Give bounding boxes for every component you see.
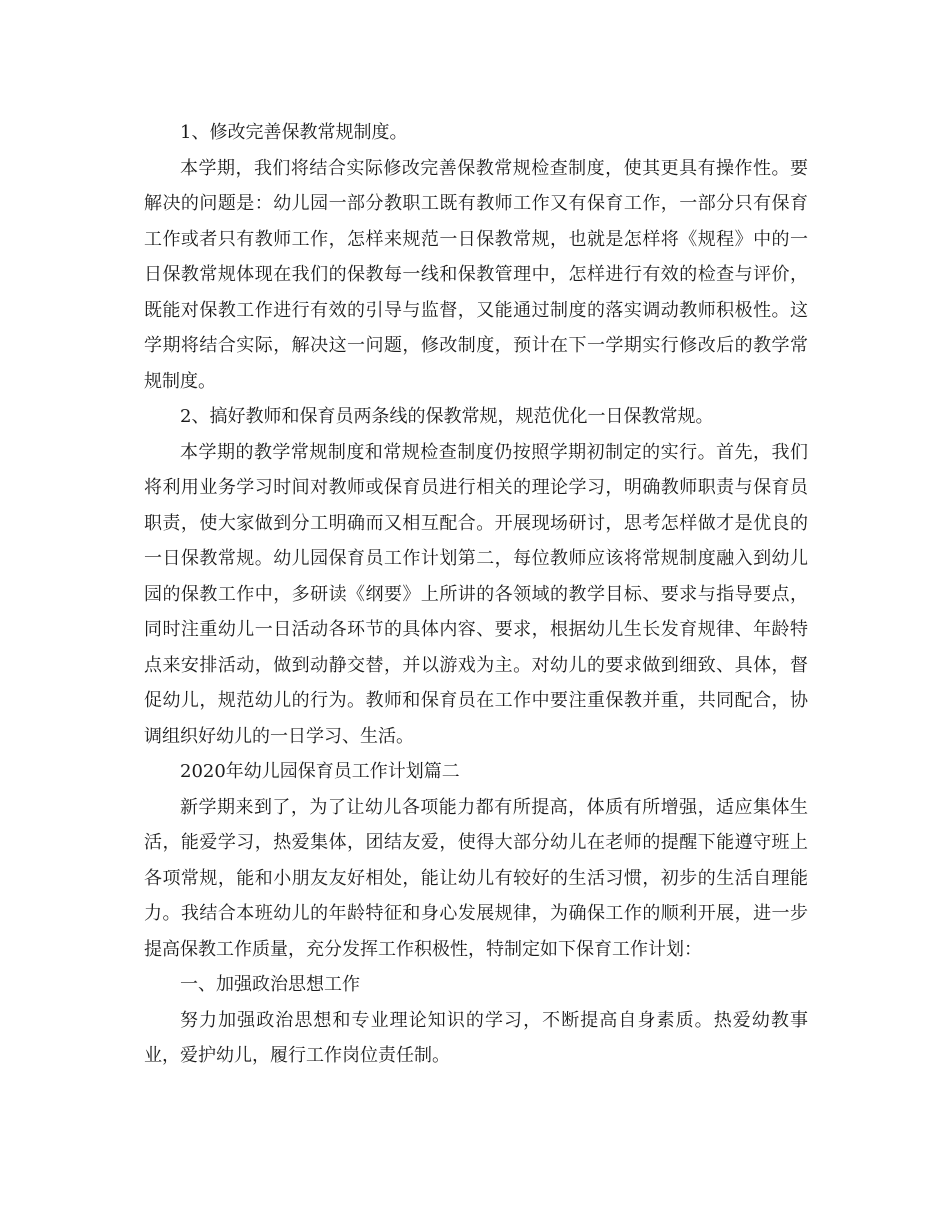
paragraph-2: 本学期，我们将结合实际修改完善保教常规检查制度，使其更具有操作性。要解决的问题是：幼儿园一部分教职工既有教师工作又有保育工作，一部分只有保育工作或者只有教师工作，怎样来规范一日保教常规，也就是怎样将《规程》中的一日保教常规体现在我们的保教每一线和保教管理中，怎样进行有效的检查与评价，既能对保教工作进行有效的引导与监督，又能通过制度的落实调动教师积极性。这学期将结合实际，解决这一问题，修改制度，预计在下一学期实行修改后的教学常规制度。 [144,157,808,392]
document-page [144,115,808,1074]
paragraph-4: 本学期的教学常规制度和常规检查制度仍按照学期初制定的实行。首先，我们将利用业务学习时间对教师或保育员进行相关的理论学习，明确教师职责与保育员职责，使大家做到分工明确而又相互配合。开展现场研讨，思考怎样做才是优良的一日保教常规。幼儿园保育员工作计划第二，每位教师应该将常规制度融入到幼儿园的保教工作中，多研读《纲要》上所讲的各领域的教学目标、要求与指导要点，同时注重幼儿一日活动各环节的具体内容、要求，根据幼儿生长发育规律、年龄特点来安排活动，做到动静交替，并以游戏为主。对幼儿的要求做到细致、具体，督促幼儿，规范幼儿的行为。教师和保育员在工作中要注重保教并重，共同配合，协调组织好幼儿的一日学习、生活。 [144,441,808,747]
paragraph-8: 努力加强政治思想和专业理论知识的学习，不断提高自身素质。热爱幼教事业，爱护幼儿，履行工作岗位责任制。 [144,1009,808,1066]
paragraph-7-heading: 一、加强政治思想工作 [180,974,360,995]
paragraph-5-heading: 2020年幼儿园保育员工作计划篇二 [180,761,460,782]
paragraph-6: 新学期来到了，为了让幼儿各项能力都有所提高，体质有所增强，适应集体生活，能爱学习，热爱集体，团结友爱，使得大部分幼儿在老师的提醒下能遵守班上各项常规，能和小朋友友好相处，能让幼儿有较好的生活习惯，初步的生活自理能力。我结合本班幼儿的年龄特征和身心发展规律，为确保工作的顺利开展，进一步提高保教工作质量，充分发挥工作积极性，特制定如下保育工作计划： [144,796,808,960]
paragraph-3: 2、搞好教师和保育员两条线的保教常规，规范优化一日保教常规。 [180,406,714,427]
paragraph-1: 1、修改完善保教常规制度。 [180,122,408,143]
